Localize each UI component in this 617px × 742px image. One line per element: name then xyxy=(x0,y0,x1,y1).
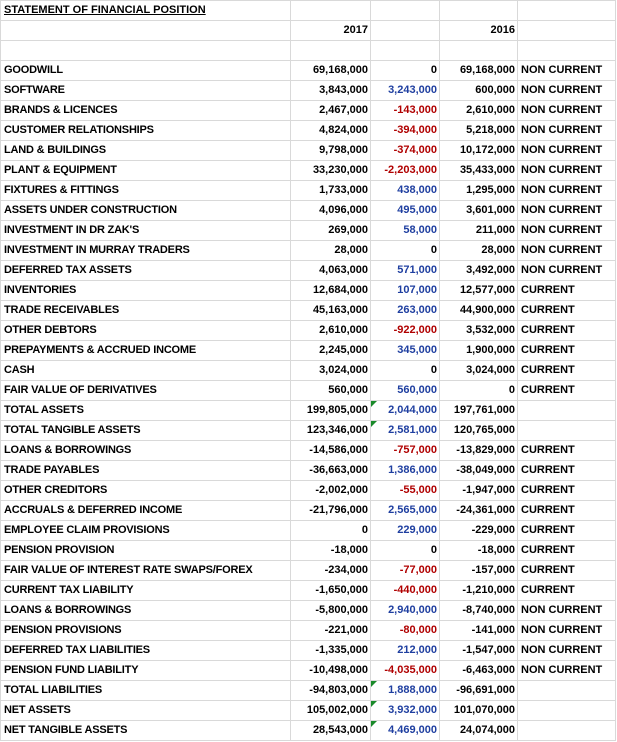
classification-cell[interactable]: CURRENT xyxy=(518,341,616,361)
classification-cell[interactable]: NON CURRENT xyxy=(518,241,616,261)
classification-cell[interactable]: NON CURRENT xyxy=(518,621,616,641)
classification-cell[interactable]: NON CURRENT xyxy=(518,161,616,181)
value-2016-cell[interactable]: -13,829,000 xyxy=(440,441,518,461)
classification-cell[interactable]: NON CURRENT xyxy=(518,201,616,221)
table-row xyxy=(1,81,616,101)
classification-cell[interactable]: CURRENT xyxy=(518,521,616,541)
value-2017-cell[interactable]: 9,798,000 xyxy=(291,141,371,161)
table-row xyxy=(1,721,616,741)
row-label[interactable]: PREPAYMENTS & ACCRUED INCOME xyxy=(1,341,291,361)
value-2017-cell[interactable]: 33,230,000 xyxy=(291,161,371,181)
row-label[interactable]: ASSETS UNDER CONSTRUCTION xyxy=(1,201,291,221)
row-label[interactable]: PLANT & EQUIPMENT xyxy=(1,161,291,181)
value-2017-cell[interactable]: 3,843,000 xyxy=(291,81,371,101)
row-label[interactable]: OTHER DEBTORS xyxy=(1,321,291,341)
table-row xyxy=(1,321,616,341)
change-cell[interactable]: -80,000 xyxy=(371,621,440,641)
table-row xyxy=(1,341,616,361)
change-cell[interactable]: 2,581,000 xyxy=(371,421,440,441)
row-label[interactable]: TRADE RECEIVABLES xyxy=(1,301,291,321)
value-2016-cell[interactable]: -229,000 xyxy=(440,521,518,541)
table-row xyxy=(1,461,616,481)
empty-cell[interactable] xyxy=(371,21,440,41)
change-cell[interactable]: -4,035,000 xyxy=(371,661,440,681)
row-label[interactable]: SOFTWARE xyxy=(1,81,291,101)
change-cell[interactable]: 560,000 xyxy=(371,381,440,401)
value-2016-cell[interactable]: 1,295,000 xyxy=(440,181,518,201)
classification-cell[interactable]: NON CURRENT xyxy=(518,101,616,121)
empty-cell[interactable] xyxy=(291,1,371,21)
row-label[interactable]: TOTAL LIABILITIES xyxy=(1,681,291,701)
change-cell[interactable]: 0 xyxy=(371,361,440,381)
classification-cell[interactable]: CURRENT xyxy=(518,541,616,561)
table-row xyxy=(1,701,616,721)
value-2016-cell[interactable]: 24,074,000 xyxy=(440,721,518,741)
row-label[interactable]: CASH xyxy=(1,361,291,381)
value-2016-cell[interactable]: 5,218,000 xyxy=(440,121,518,141)
classification-cell[interactable]: CURRENT xyxy=(518,581,616,601)
table-row xyxy=(1,221,616,241)
change-cell[interactable]: 263,000 xyxy=(371,301,440,321)
value-2016-cell[interactable]: -38,049,000 xyxy=(440,461,518,481)
classification-cell[interactable]: NON CURRENT xyxy=(518,641,616,661)
table-row xyxy=(1,561,616,581)
classification-cell[interactable]: CURRENT xyxy=(518,381,616,401)
value-2017-cell[interactable]: 269,000 xyxy=(291,221,371,241)
change-cell[interactable]: 4,469,000 xyxy=(371,721,440,741)
classification-cell[interactable]: CURRENT xyxy=(518,441,616,461)
change-cell[interactable]: 2,940,000 xyxy=(371,601,440,621)
change-cell[interactable]: 0 xyxy=(371,541,440,561)
classification-cell[interactable]: CURRENT xyxy=(518,321,616,341)
value-2017-cell[interactable]: 2,245,000 xyxy=(291,341,371,361)
row-label[interactable]: BRANDS & LICENCES xyxy=(1,101,291,121)
value-2016-cell[interactable]: 12,577,000 xyxy=(440,281,518,301)
table-row xyxy=(1,421,616,441)
classification-cell[interactable]: CURRENT xyxy=(518,301,616,321)
row-label[interactable]: TRADE PAYABLES xyxy=(1,461,291,481)
empty-cell[interactable] xyxy=(1,41,291,61)
value-2016-cell[interactable]: 3,024,000 xyxy=(440,361,518,381)
classification-cell[interactable]: NON CURRENT xyxy=(518,661,616,681)
change-cell[interactable]: 438,000 xyxy=(371,181,440,201)
value-2017-cell[interactable]: -2,002,000 xyxy=(291,481,371,501)
value-2017-cell[interactable]: 2,467,000 xyxy=(291,101,371,121)
empty-cell[interactable] xyxy=(1,21,291,41)
row-label[interactable]: CURRENT TAX LIABILITY xyxy=(1,581,291,601)
value-2016-cell[interactable]: -6,463,000 xyxy=(440,661,518,681)
cell-flag-icon xyxy=(371,681,377,687)
classification-cell[interactable]: NON CURRENT xyxy=(518,601,616,621)
value-2016-cell[interactable]: 3,532,000 xyxy=(440,321,518,341)
value-2016-cell[interactable]: 120,765,000 xyxy=(440,421,518,441)
value-2017-cell[interactable]: 3,024,000 xyxy=(291,361,371,381)
empty-cell[interactable] xyxy=(440,41,518,61)
value-2017-cell[interactable]: 199,805,000 xyxy=(291,401,371,421)
row-label[interactable]: GOODWILL xyxy=(1,61,291,81)
row-label[interactable]: PENSION PROVISION xyxy=(1,541,291,561)
table-row xyxy=(1,441,616,461)
cell-flag-icon xyxy=(371,401,377,407)
change-cell[interactable]: 2,044,000 xyxy=(371,401,440,421)
table-row xyxy=(1,361,616,381)
value-2016-cell[interactable]: -24,361,000 xyxy=(440,501,518,521)
change-cell[interactable]: 495,000 xyxy=(371,201,440,221)
table-row xyxy=(1,521,616,541)
table-row xyxy=(1,381,616,401)
value-2016-cell[interactable]: -1,210,000 xyxy=(440,581,518,601)
value-2016-cell[interactable]: 1,900,000 xyxy=(440,341,518,361)
value-2017-cell[interactable]: 4,063,000 xyxy=(291,261,371,281)
row-label[interactable]: NET ASSETS xyxy=(1,701,291,721)
row-label[interactable]: PENSION FUND LIABILITY xyxy=(1,661,291,681)
empty-cell[interactable] xyxy=(518,1,616,21)
row-label[interactable]: EMPLOYEE CLAIM PROVISIONS xyxy=(1,521,291,541)
value-2016-cell[interactable]: 28,000 xyxy=(440,241,518,261)
value-2016-cell[interactable]: 35,433,000 xyxy=(440,161,518,181)
value-2017-cell[interactable]: -5,800,000 xyxy=(291,601,371,621)
change-cell[interactable]: -143,000 xyxy=(371,101,440,121)
classification-cell[interactable]: NON CURRENT xyxy=(518,221,616,241)
classification-cell[interactable]: NON CURRENT xyxy=(518,181,616,201)
table-row xyxy=(1,681,616,701)
value-2017-cell[interactable]: 1,733,000 xyxy=(291,181,371,201)
value-2017-cell[interactable]: -221,000 xyxy=(291,621,371,641)
table-row xyxy=(1,581,616,601)
table-row xyxy=(1,641,616,661)
table-row xyxy=(1,281,616,301)
year-2017-header[interactable]: 2017 xyxy=(291,21,371,41)
value-2016-cell[interactable]: -1,547,000 xyxy=(440,641,518,661)
change-cell[interactable]: 3,932,000 xyxy=(371,701,440,721)
table-row xyxy=(1,101,616,121)
table-row xyxy=(1,161,616,181)
value-2017-cell[interactable]: -18,000 xyxy=(291,541,371,561)
change-cell[interactable]: 1,386,000 xyxy=(371,461,440,481)
classification-cell[interactable]: NON CURRENT xyxy=(518,261,616,281)
row-label[interactable]: DEFERRED TAX LIABILITIES xyxy=(1,641,291,661)
row-label[interactable]: FIXTURES & FITTINGS xyxy=(1,181,291,201)
row-label[interactable]: INVESTMENT IN DR ZAK'S xyxy=(1,221,291,241)
change-cell[interactable]: -394,000 xyxy=(371,121,440,141)
row-label[interactable]: OTHER CREDITORS xyxy=(1,481,291,501)
value-2017-cell[interactable]: -94,803,000 xyxy=(291,681,371,701)
table-row xyxy=(1,241,616,261)
classification-cell[interactable] xyxy=(518,721,616,741)
classification-cell[interactable]: CURRENT xyxy=(518,561,616,581)
row-label[interactable]: DEFERRED TAX ASSETS xyxy=(1,261,291,281)
change-cell[interactable]: -922,000 xyxy=(371,321,440,341)
empty-cell[interactable] xyxy=(371,1,440,21)
blank-row xyxy=(1,41,616,61)
classification-cell[interactable] xyxy=(518,681,616,701)
value-2016-cell[interactable]: -157,000 xyxy=(440,561,518,581)
value-2017-cell[interactable]: 560,000 xyxy=(291,381,371,401)
value-2016-cell[interactable]: -18,000 xyxy=(440,541,518,561)
row-label[interactable]: FAIR VALUE OF DERIVATIVES xyxy=(1,381,291,401)
row-label[interactable]: TOTAL TANGIBLE ASSETS xyxy=(1,421,291,441)
table-row xyxy=(1,301,616,321)
value-2016-cell[interactable]: -141,000 xyxy=(440,621,518,641)
table-row xyxy=(1,61,616,81)
value-2017-cell[interactable]: 45,163,000 xyxy=(291,301,371,321)
value-2016-cell[interactable]: -1,947,000 xyxy=(440,481,518,501)
value-2017-cell[interactable]: 2,610,000 xyxy=(291,321,371,341)
change-cell[interactable]: 58,000 xyxy=(371,221,440,241)
table-row xyxy=(1,501,616,521)
classification-cell[interactable]: NON CURRENT xyxy=(518,81,616,101)
empty-cell[interactable] xyxy=(440,1,518,21)
value-2017-cell[interactable]: 4,824,000 xyxy=(291,121,371,141)
value-2016-cell[interactable]: 0 xyxy=(440,381,518,401)
table-row xyxy=(1,401,616,421)
classification-cell[interactable]: CURRENT xyxy=(518,281,616,301)
change-cell[interactable]: 107,000 xyxy=(371,281,440,301)
row-label[interactable]: CUSTOMER RELATIONSHIPS xyxy=(1,121,291,141)
table-row xyxy=(1,121,616,141)
value-2016-cell[interactable]: -96,691,000 xyxy=(440,681,518,701)
cell-flag-icon xyxy=(371,721,377,727)
change-cell[interactable]: -374,000 xyxy=(371,141,440,161)
change-cell[interactable]: 345,000 xyxy=(371,341,440,361)
row-label[interactable]: LOANS & BORROWINGS xyxy=(1,601,291,621)
value-2016-cell[interactable]: 197,761,000 xyxy=(440,401,518,421)
row-label[interactable]: INVESTMENT IN MURRAY TRADERS xyxy=(1,241,291,261)
value-2017-cell[interactable]: 12,684,000 xyxy=(291,281,371,301)
change-cell[interactable]: -2,203,000 xyxy=(371,161,440,181)
empty-cell[interactable] xyxy=(518,21,616,41)
change-cell[interactable]: -757,000 xyxy=(371,441,440,461)
value-2017-cell[interactable]: 4,096,000 xyxy=(291,201,371,221)
value-2016-cell[interactable]: 3,492,000 xyxy=(440,261,518,281)
value-2017-cell[interactable]: -14,586,000 xyxy=(291,441,371,461)
table-row xyxy=(1,261,616,281)
empty-cell[interactable] xyxy=(291,41,371,61)
value-2016-cell[interactable]: 2,610,000 xyxy=(440,101,518,121)
value-2017-cell[interactable]: 28,000 xyxy=(291,241,371,261)
table-row xyxy=(1,661,616,681)
value-2017-cell[interactable]: 0 xyxy=(291,521,371,541)
value-2016-cell[interactable]: 101,070,000 xyxy=(440,701,518,721)
sheet-title[interactable]: STATEMENT OF FINANCIAL POSITION xyxy=(1,1,291,21)
change-cell[interactable]: 0 xyxy=(371,61,440,81)
value-2017-cell[interactable]: 123,346,000 xyxy=(291,421,371,441)
classification-cell[interactable] xyxy=(518,701,616,721)
cell-flag-icon xyxy=(371,701,377,707)
value-2017-cell[interactable]: -21,796,000 xyxy=(291,501,371,521)
year-header-row xyxy=(1,21,616,41)
value-2016-cell[interactable]: 600,000 xyxy=(440,81,518,101)
value-2016-cell[interactable]: 3,601,000 xyxy=(440,201,518,221)
year-2016-header[interactable]: 2016 xyxy=(440,21,518,41)
row-label[interactable]: LOANS & BORROWINGS xyxy=(1,441,291,461)
table-row xyxy=(1,181,616,201)
classification-cell[interactable] xyxy=(518,401,616,421)
change-cell[interactable]: -77,000 xyxy=(371,561,440,581)
change-cell[interactable]: 571,000 xyxy=(371,261,440,281)
row-label[interactable]: ACCRUALS & DEFERRED INCOME xyxy=(1,501,291,521)
classification-cell[interactable]: CURRENT xyxy=(518,501,616,521)
row-label[interactable]: LAND & BUILDINGS xyxy=(1,141,291,161)
value-2017-cell[interactable]: -1,335,000 xyxy=(291,641,371,661)
row-label[interactable]: INVENTORIES xyxy=(1,281,291,301)
value-2016-cell[interactable]: 44,900,000 xyxy=(440,301,518,321)
value-2017-cell[interactable]: 28,543,000 xyxy=(291,721,371,741)
classification-cell[interactable]: CURRENT xyxy=(518,361,616,381)
table-row xyxy=(1,621,616,641)
classification-cell[interactable]: NON CURRENT xyxy=(518,61,616,81)
empty-cell[interactable] xyxy=(371,41,440,61)
row-label[interactable]: NET TANGIBLE ASSETS xyxy=(1,721,291,741)
classification-cell[interactable]: NON CURRENT xyxy=(518,121,616,141)
classification-cell[interactable]: NON CURRENT xyxy=(518,141,616,161)
classification-cell[interactable]: CURRENT xyxy=(518,461,616,481)
change-cell[interactable]: -55,000 xyxy=(371,481,440,501)
value-2017-cell[interactable]: -1,650,000 xyxy=(291,581,371,601)
value-2016-cell[interactable]: 69,168,000 xyxy=(440,61,518,81)
title-row xyxy=(1,1,616,21)
change-cell[interactable]: -440,000 xyxy=(371,581,440,601)
cell-flag-icon xyxy=(371,421,377,427)
value-2017-cell[interactable]: -36,663,000 xyxy=(291,461,371,481)
table-row xyxy=(1,481,616,501)
value-2016-cell[interactable]: 10,172,000 xyxy=(440,141,518,161)
change-cell[interactable]: 3,243,000 xyxy=(371,81,440,101)
value-2017-cell[interactable]: 69,168,000 xyxy=(291,61,371,81)
change-cell[interactable]: 2,565,000 xyxy=(371,501,440,521)
classification-cell[interactable]: CURRENT xyxy=(518,481,616,501)
table-row xyxy=(1,141,616,161)
value-2016-cell[interactable]: 211,000 xyxy=(440,221,518,241)
classification-cell[interactable] xyxy=(518,421,616,441)
row-label[interactable]: PENSION PROVISIONS xyxy=(1,621,291,641)
table-row xyxy=(1,601,616,621)
empty-cell[interactable] xyxy=(518,41,616,61)
value-2017-cell[interactable]: -10,498,000 xyxy=(291,661,371,681)
change-cell[interactable]: 0 xyxy=(371,241,440,261)
change-cell[interactable]: 212,000 xyxy=(371,641,440,661)
table-row xyxy=(1,201,616,221)
row-label[interactable]: TOTAL ASSETS xyxy=(1,401,291,421)
value-2016-cell[interactable]: -8,740,000 xyxy=(440,601,518,621)
value-2017-cell[interactable]: -234,000 xyxy=(291,561,371,581)
value-2017-cell[interactable]: 105,002,000 xyxy=(291,701,371,721)
change-cell[interactable]: 1,888,000 xyxy=(371,681,440,701)
table-row xyxy=(1,541,616,561)
change-cell[interactable]: 229,000 xyxy=(371,521,440,541)
row-label[interactable]: FAIR VALUE OF INTEREST RATE SWAPS/FOREX xyxy=(1,561,291,581)
